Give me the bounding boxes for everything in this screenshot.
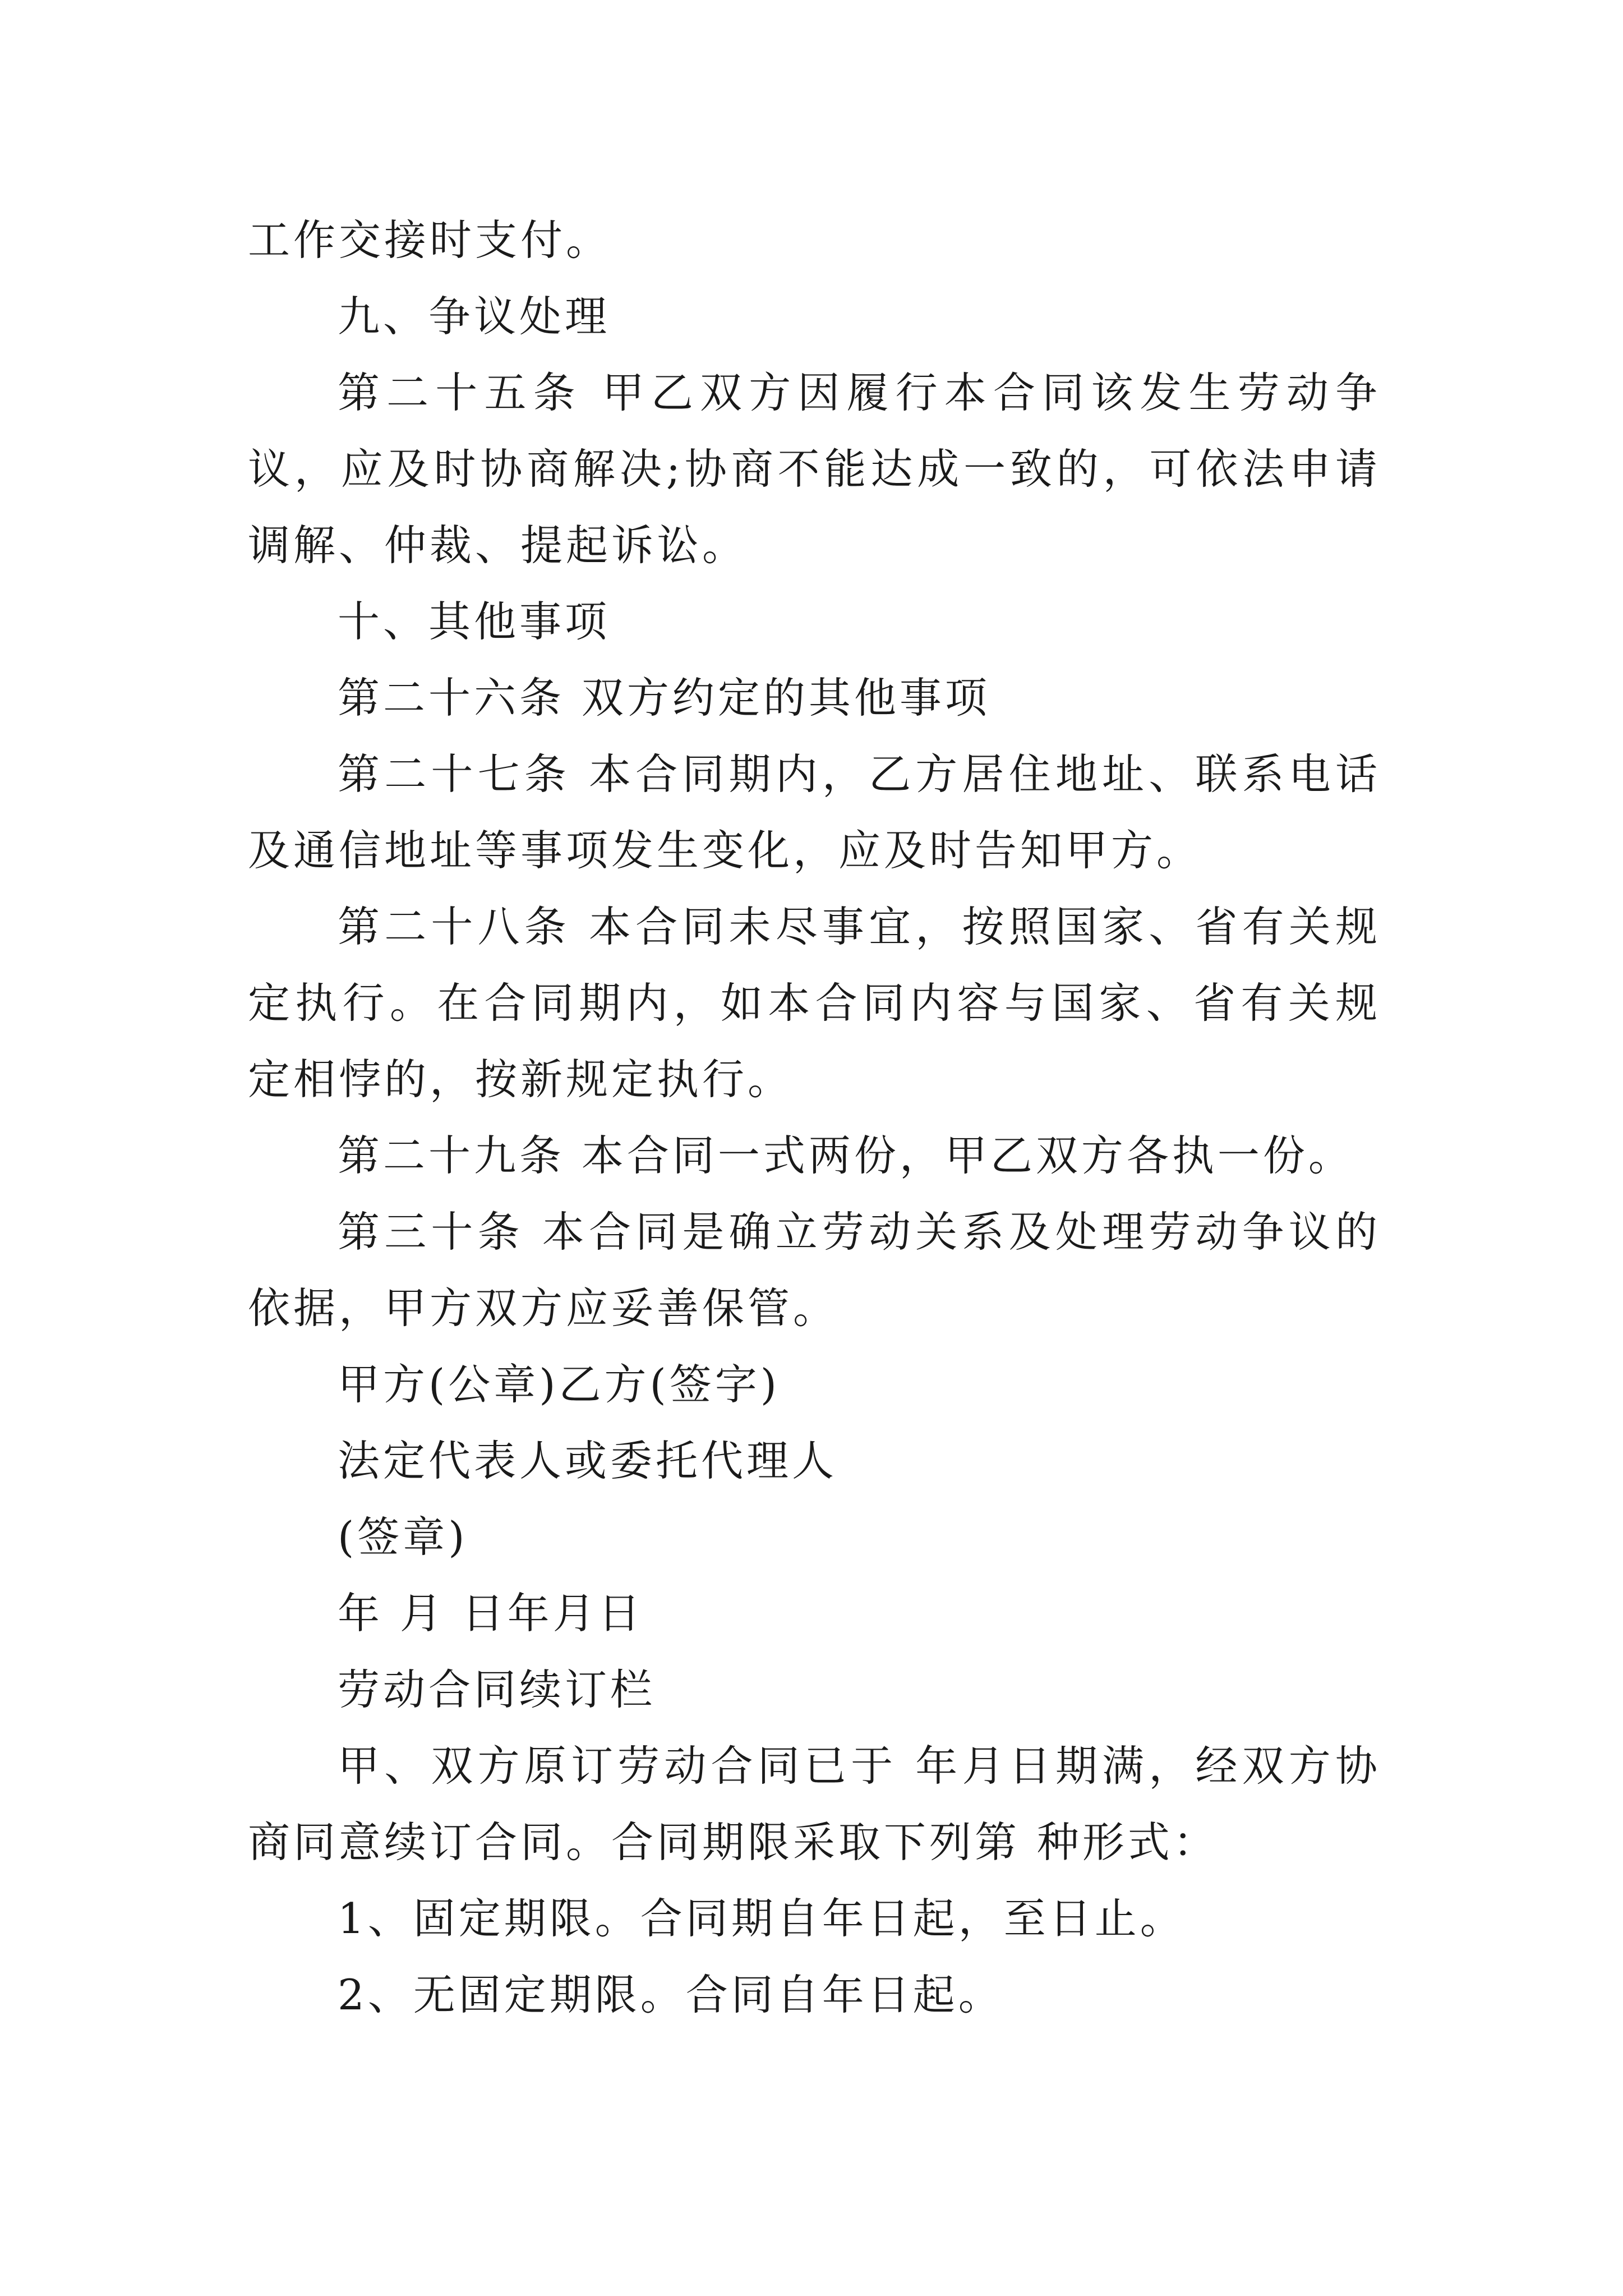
article-paragraph: 第二十七条 本合同期内，乙方居住地址、联系电话及通信地址等事项发生变化，应及时告知甲方。	[248, 749, 1381, 875]
article-paragraph: 第二十九条 本合同一式两份，甲乙双方各执一份。	[338, 1131, 1354, 1180]
article-paragraph: 第三十条 本合同是确立劳动关系及处理劳动争议的依据，甲方双方应妥善保管。	[248, 1207, 1381, 1333]
article-paragraph: 第二十五条 甲乙双方因履行本合同该发生劳动争议，应及时协商解决;协商不能达成一致的，可依法申请调解、仲裁、提起诉讼。	[248, 368, 1381, 570]
paragraph: 甲、双方原订劳动合同已于 年月日期满，经双方协商同意续订合同。合同期限采取下列第 种形式：	[248, 1741, 1381, 1867]
section-heading: 十、其他事项	[338, 597, 611, 646]
article-paragraph: 第二十六条 双方约定的其他事项	[338, 673, 990, 723]
signature-line: 甲方(公章)乙方(签字)	[338, 1360, 781, 1409]
section-heading: 劳动合同续订栏	[338, 1665, 656, 1714]
date-line: 年 月 日年月日	[338, 1589, 644, 1638]
section-heading: 九、争议处理	[338, 292, 611, 341]
article-paragraph: 第二十八条 本合同未尽事宜，按照国家、省有关规定执行。在合同期内，如本合同内容与国家、省有关规定相悖的，按新规定执行。	[248, 902, 1381, 1104]
paragraph: 工作交接时支付。	[248, 215, 612, 265]
signature-line: (签章)	[338, 1512, 468, 1562]
signature-line: 法定代表人或委托代理人	[338, 1436, 838, 1485]
list-item: 1、固定期限。合同期自年日起，至日止。	[338, 1894, 1186, 1943]
list-item: 2、无固定期限。合同自年日起。	[338, 1970, 1004, 2019]
document-body	[248, 202, 1381, 2033]
